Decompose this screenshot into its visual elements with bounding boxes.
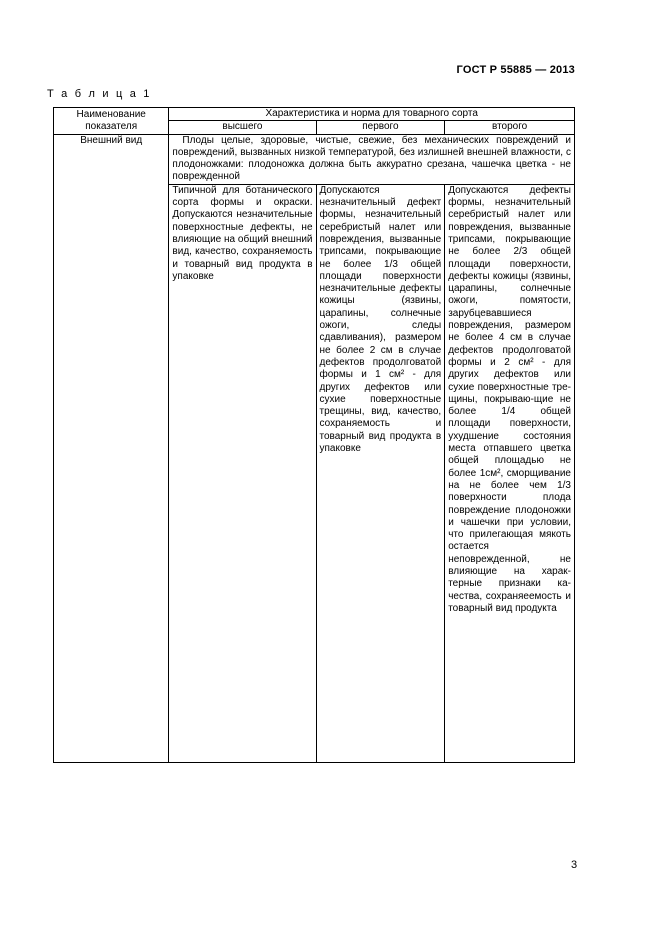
row-indicator-name: Внешний вид: [54, 134, 169, 762]
column-header-grade-top: высшего: [169, 121, 316, 134]
column-header-indicator: Наименование показателя: [54, 108, 169, 135]
table-caption: Т а б л и ц а 1: [47, 88, 152, 100]
column-header-group: Характеристика и норма для товарного сорта: [169, 108, 575, 121]
quality-requirements-table: [53, 107, 575, 763]
document-code-header: ГОСТ Р 55885 — 2013: [456, 64, 575, 76]
column-header-grade-second: второго: [445, 121, 575, 134]
column-header-grade-first: первого: [316, 121, 445, 134]
grade-second-cell: Допускаются дефекты формы, незначительный серебристый налет или повреждения, вызванные трипсами, покрывающие не более 2/3 общей площади поверхности, дефекты кожицы (язвины, царапины, солнечные ожоги, помятости, зарубцевавшиеся повреждения, размером не более 4 см в случае дефектов продолговатой формы и 2 см² - для других дефектов или сухие поверхностные трещины, покрываю-щие не более 1/4 общей площади поверхности, ухудшение состояния места отпавшего цветка общей площадью не более 1см², сморщивание на не более чем 1/3 поверхности плода повреждение плодоножки и чашечки при условии, что прилегающая мякоть остается неповрежденной, не влияющие на характерные признаки качества, сохраняеемость и товарный вид продукта: [445, 184, 575, 762]
table-header-row: [54, 108, 575, 121]
general-requirements-cell: Плоды целые, здоровые, чистые, свежие, без механических повреждений и повреждений, вызванных низкой температурой, без излишней внешней влажности, с плодоножками: плодоножка должна быть аккуратно срезана, чашечка цветка - не поврежденной: [169, 134, 575, 184]
page-number: 3: [571, 859, 578, 871]
table-row: [54, 134, 575, 184]
grade-top-cell: Типичной для ботанического сорта формы и окраски. Допускаются незначительные поверхностные дефекты, не влияющие на общий внешний вид, качество, сохраняемость и товарный вид продукта в упаковке: [169, 184, 316, 762]
grade-first-cell: Допускаются незначительный дефект формы, незначительный серебристый налет или повреждения, вызванные трипсами, покрывающие не более 1/3 общей площади поверхности незначительные дефекты кожицы (язвины, царапины, солнечные ожоги, следы сдавливания), размером не более 2 см в случае дефектов продолговатой формы и 1 см² - для других дефектов или сухие поверхностные трещины, вид, качество, сохраняемость и товарный вид продукта в упаковке: [316, 184, 445, 762]
